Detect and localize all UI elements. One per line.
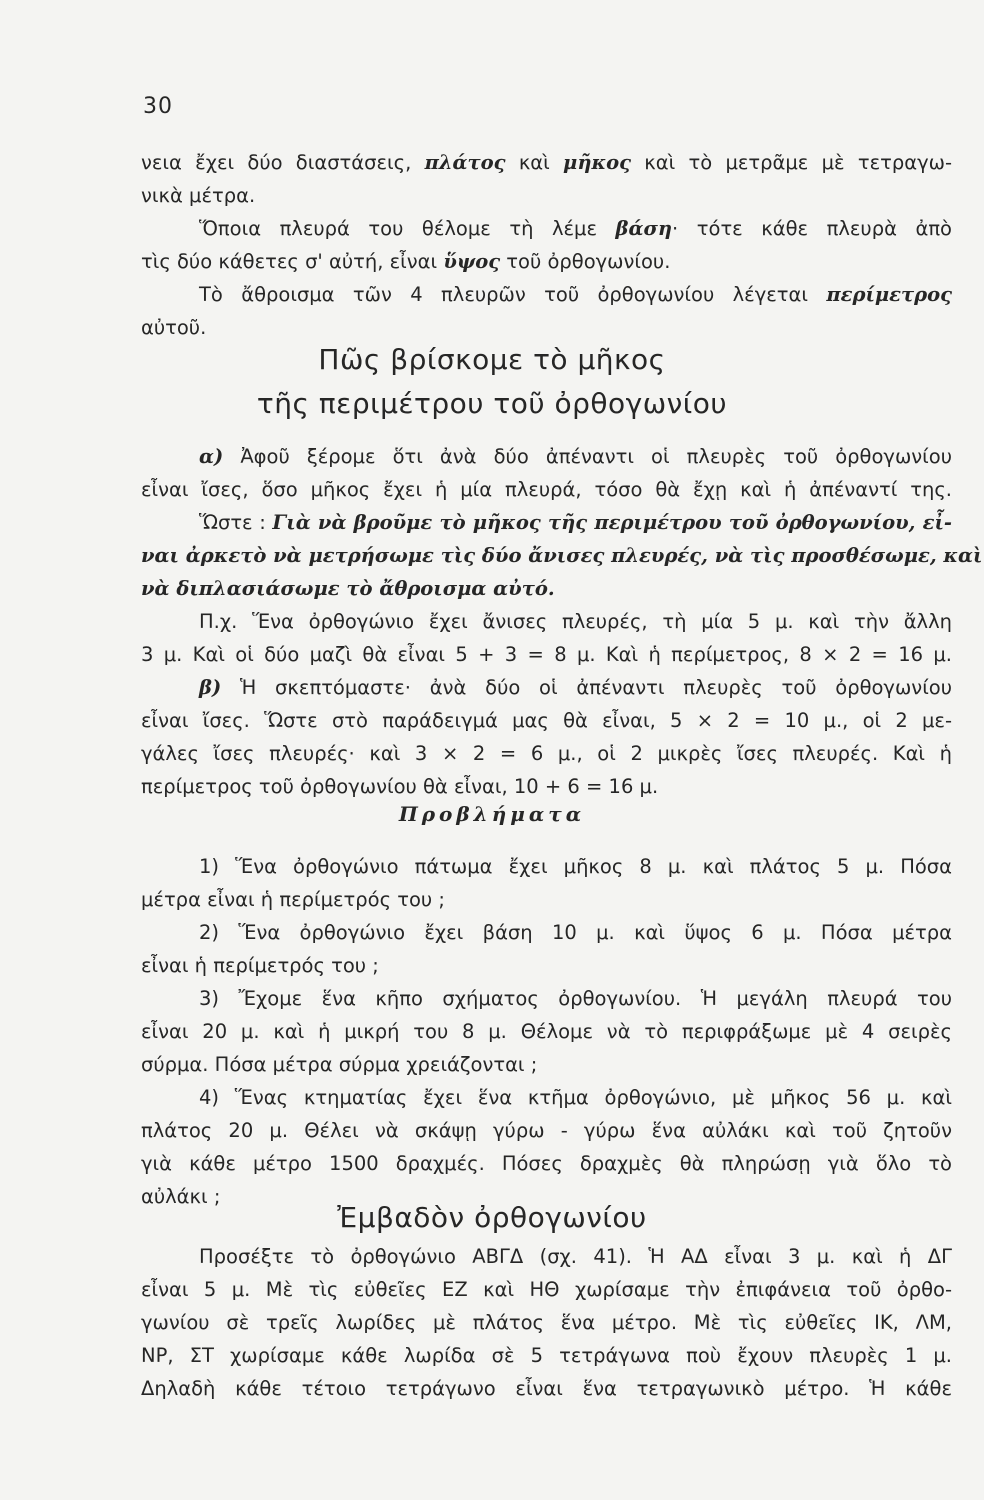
area-heading: Ἐμβαδὸν ὀρθογωνίου: [337, 1201, 647, 1234]
problem-4-cont: αὐλάκι ;: [141, 1185, 221, 1208]
problem-3-cont: εἶναι 20 μ. καὶ ἡ μικρή του 8 μ. Θέλομε νὰ τὸ περιφράξωμε μὲ 4 σειρὲς: [141, 1020, 952, 1043]
problem-3-cont: σύρμα. Πόσα μέτρα σύρμα χρειάζονται ;: [141, 1053, 538, 1076]
text-line: εἶναι ἴσες, ὅσο μῆκος ἔχει ἡ μία πλευρά, τόσο θὰ ἔχῃ καὶ ἡ ἀπέναντί της.: [141, 478, 952, 501]
page-number: 30: [143, 94, 173, 119]
text-line: εἶναι 5 μ. Μὲ τὶς εὐθεῖες ΕΖ καὶ ΗΘ χωρίσαμε τὴν ἐπιφάνεια τοῦ ὀρθο-: [141, 1278, 952, 1301]
section-heading-line2: τῆς περιμέτρου τοῦ ὀρθογωνίου: [256, 387, 728, 420]
text-line: νεια ἔχει δύο διαστάσεις, πλάτος καὶ μῆκος καὶ τὸ μετρᾶμε μὲ τετραγω-: [141, 151, 952, 174]
problem-4-cont: γιὰ κάθε μέτρο 1500 δραχμές. Πόσες δραχμὲς θὰ πληρώσῃ γιὰ ὅλο τὸ: [141, 1152, 952, 1175]
text-line: ΝΡ, ΣΤ χωρίσαμε κάθε λωρίδα σὲ 5 τετράγωνα ποὺ ἔχουν πλευρὲς 1 μ.: [141, 1344, 952, 1367]
text-line: αὐτοῦ.: [141, 316, 207, 339]
problem-3: 3) Ἔχομε ἕνα κῆπο σχήματος ὀρθογωνίου. Ἡ μεγάλη πλευρά του: [199, 987, 952, 1010]
problem-2: 2) Ἕνα ὀρθογώνιο ἔχει βάση 10 μ. καὶ ὕψος 6 μ. Πόσα μέτρα: [199, 921, 952, 944]
problem-4: 4) Ἕνας κτηματίας ἔχει ἕνα κτῆμα ὀρθογώνιο, μὲ μῆκος 56 μ. καὶ: [199, 1086, 952, 1109]
term-platos: πλάτος: [424, 151, 506, 174]
problems-heading: Προβλήματα: [398, 802, 586, 826]
text-line: Δηλαδὴ κάθε τέτοιο τετράγωνο εἶναι ἕνα τετραγωνικὸ μέτρο. Ἡ κάθε: [141, 1377, 952, 1400]
rule-line: Ὥστε : Γιὰ νὰ βροῦμε τὸ μῆκος τῆς περιμέτρου τοῦ ὀρθογωνίου, εἶ-: [199, 511, 952, 534]
item-label-a: α): [199, 445, 224, 468]
section-heading-line1: Πῶς βρίσκομε τὸ μῆκος: [318, 343, 666, 376]
text-line: Τὸ ἄθροισμα τῶν 4 πλευρῶν τοῦ ὀρθογωνίου λέγεται περίμετρος: [199, 283, 952, 306]
text-line: γωνίου σὲ τρεῖς λωρίδες μὲ πλάτος ἕνα μέτρο. Μὲ τὶς εὐθεῖες ΙΚ, ΛΜ,: [141, 1311, 952, 1334]
text-line: γάλες ἴσες πλευρές· καὶ 3 × 2 = 6 μ., οἱ 2 μικρὲς ἴσες πλευρές. Καὶ ἡ: [141, 742, 952, 765]
term-vasi: βάση: [615, 217, 673, 240]
area-explanation: [141, 1240, 952, 1405]
problem-1-cont: μέτρα εἶναι ἡ περίμετρός του ;: [141, 888, 445, 911]
text-line: εἶναι ἴσες. Ὥστε στὸ παράδειγμά μας θὰ εἶναι, 5 × 2 = 10 μ., οἱ 2 με-: [141, 709, 952, 732]
intro-paragraph: [141, 146, 952, 344]
text-line: Προσέξτε τὸ ὀρθογώνιο ΑΒΓΔ (σχ. 41). Ἡ ΑΔ εἶναι 3 μ. καὶ ἡ ΔΓ: [199, 1245, 952, 1268]
term-mikos: μῆκος: [563, 151, 631, 174]
text-line: α) Ἀφοῦ ξέρομε ὅτι ἀνὰ δύο ἀπέναντι οἱ πλευρὲς τοῦ ὀρθογωνίου: [199, 445, 952, 468]
term-perimetros: περίμετρος: [826, 283, 952, 306]
problem-4-cont: πλάτος 20 μ. Θέλει νὰ σκάψῃ γύρω - γύρω ἕνα αὐλάκι καὶ τοῦ ζητοῦν: [141, 1119, 952, 1142]
text-line: Ὅποια πλευρά του θέλομε τὴ λέμε βάση· τότε κάθε πλευρὰ ἀπὸ: [199, 217, 952, 240]
problem-2-cont: εἶναι ἡ περίμετρός του ;: [141, 954, 379, 977]
problem-1: 1) Ἕνα ὀρθογώνιο πάτωμα ἔχει μῆκος 8 μ. καὶ πλάτος 5 μ. Πόσα: [199, 855, 952, 878]
example-line: Π.χ. Ἕνα ὀρθογώνιο ἔχει ἄνισες πλευρές, τὴ μία 5 μ. καὶ τὴν ἄλλη: [199, 610, 952, 633]
text-line: τὶς δύο κάθετες σ' αὐτή, εἶναι ὕψος τοῦ ὀρθογωνίου.: [141, 250, 671, 273]
rule-line: ναι ἀρκετὸ νὰ μετρήσωμε τὶς δύο ἄνισες πλευρές, νὰ τὶς προσθέσωμε, καὶ: [141, 544, 983, 567]
item-label-b: β): [199, 676, 222, 699]
problems-list: [141, 850, 952, 1213]
text-line: β) Ἡ σκεπτόμαστε· ἀνὰ δύο οἱ ἀπέναντι πλευρὲς τοῦ ὀρθογωνίου: [199, 676, 953, 699]
text-line: περίμετρος τοῦ ὀρθογωνίου θὰ εἶναι, 10 + 6 = 16 μ.: [141, 775, 659, 798]
text-line: νικὰ μέτρα.: [141, 184, 256, 207]
example-line: 3 μ. Καὶ οἱ δύο μαζὶ θὰ εἶναι 5 + 3 = 8 μ. Καὶ ἡ περίμετρος, 8 × 2 = 16 μ.: [141, 643, 952, 666]
term-ypsos: ὕψος: [443, 250, 501, 273]
perimeter-explanation: [141, 440, 983, 803]
rule-line: νὰ διπλασιάσωμε τὸ ἄθροισμα αὐτό.: [141, 577, 555, 600]
